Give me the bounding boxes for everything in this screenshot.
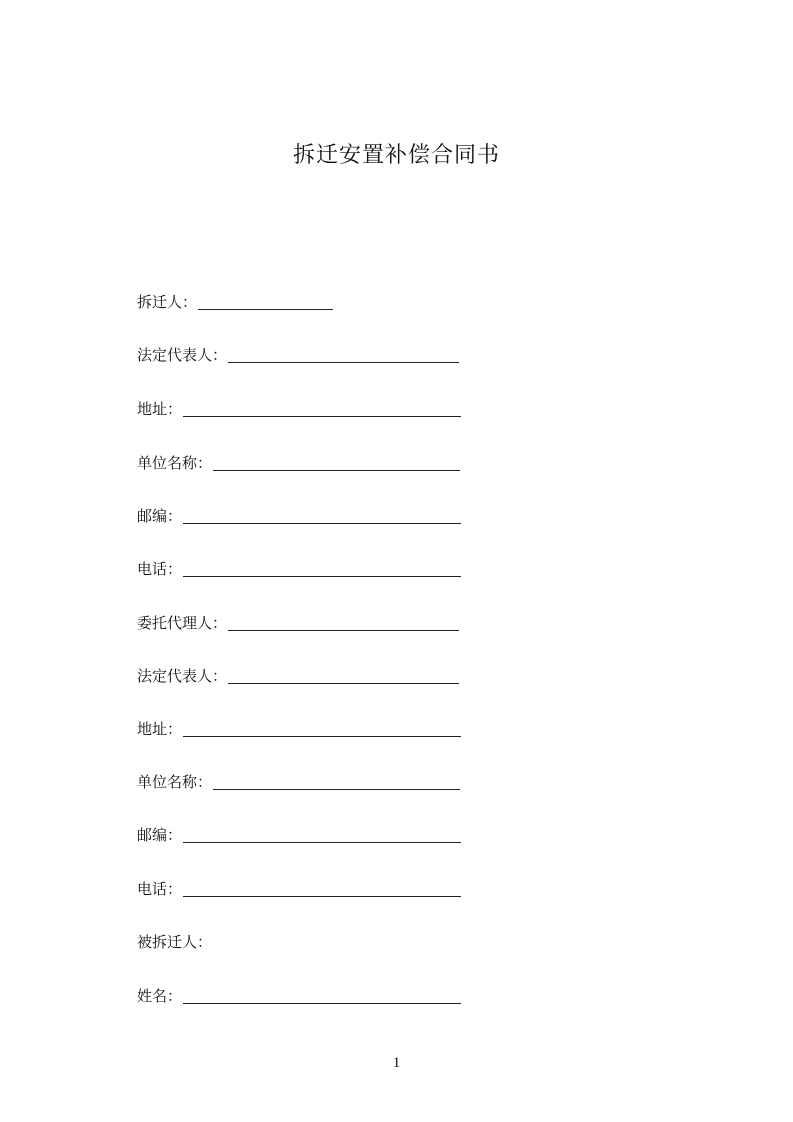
field-row-name — [137, 984, 461, 1006]
field-label: 法定代表人： — [137, 667, 228, 685]
field-label: 地址： — [137, 400, 183, 418]
field-label: 姓名： — [137, 987, 183, 1005]
field-label: 单位名称： — [137, 454, 213, 472]
field-row-legal-representative-2 — [137, 664, 459, 686]
field-label: 被拆迁人： — [137, 933, 213, 951]
blank-line[interactable] — [183, 987, 461, 1004]
field-row-demolishee — [137, 930, 212, 952]
field-row-postcode — [137, 504, 461, 526]
document-title: 拆迁安置补偿合同书 — [292, 143, 500, 168]
blank-line[interactable] — [183, 720, 461, 737]
blank-line[interactable] — [213, 454, 460, 471]
field-label: 委托代理人： — [137, 614, 228, 632]
page-number: 1 — [392, 1055, 401, 1071]
field-row-phone — [137, 557, 461, 579]
field-label: 法定代表人： — [137, 346, 228, 364]
blank-line[interactable] — [183, 880, 461, 897]
field-row-unit-name — [137, 451, 460, 473]
blank-line[interactable] — [183, 507, 461, 524]
field-row-address-2 — [137, 717, 461, 739]
field-label: 拆迁人： — [137, 293, 198, 311]
field-row-legal-representative — [137, 343, 459, 365]
field-row-unit-name-2 — [137, 770, 460, 792]
blank-line[interactable] — [228, 614, 459, 631]
field-label: 电话： — [137, 880, 183, 898]
field-label: 地址： — [137, 720, 183, 738]
field-label: 电话： — [137, 560, 183, 578]
blank-line[interactable] — [183, 560, 461, 577]
blank-line[interactable] — [183, 400, 461, 417]
field-row-agent — [137, 611, 459, 633]
field-row-phone-2 — [137, 877, 461, 899]
field-row-postcode-2 — [137, 823, 461, 845]
field-row-demolisher — [137, 290, 333, 312]
field-row-address — [137, 397, 461, 419]
field-label: 单位名称： — [137, 773, 213, 791]
blank-line[interactable] — [183, 826, 461, 843]
field-label: 邮编： — [137, 507, 183, 525]
blank-line[interactable] — [198, 293, 333, 310]
field-label: 邮编： — [137, 826, 183, 844]
blank-line[interactable] — [228, 667, 459, 684]
blank-line[interactable] — [228, 346, 459, 363]
blank-line[interactable] — [213, 773, 460, 790]
